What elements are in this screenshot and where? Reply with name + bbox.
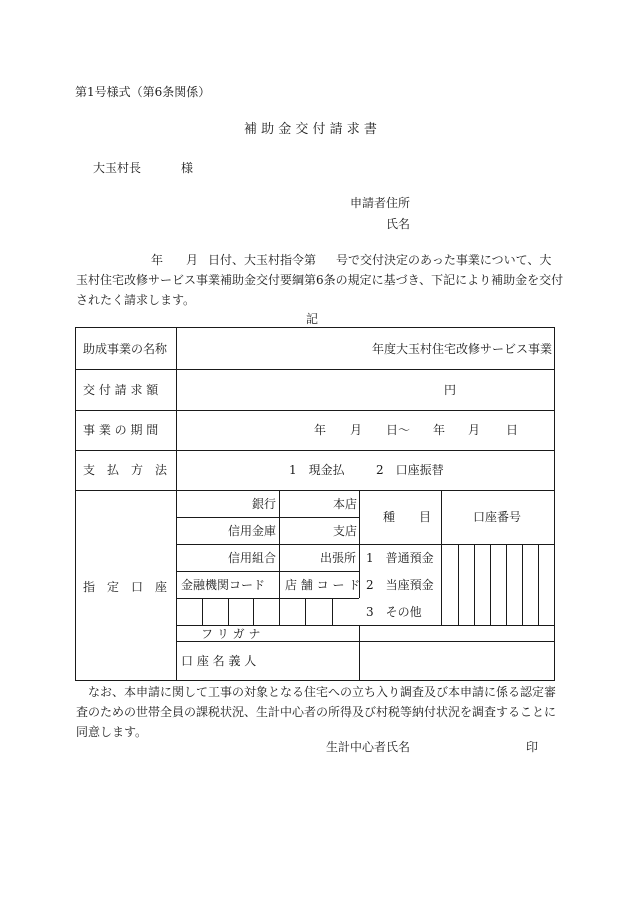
addressee-name: 大玉村長: [93, 161, 142, 175]
account-holder-label: 口 座 名 義 人: [181, 654, 257, 668]
applicant-address-label: 申請者住所: [350, 196, 411, 210]
intro-year: 年: [151, 253, 164, 267]
period-start-day: 日〜: [386, 423, 411, 437]
amount-label: 交 付 請 求 額: [83, 383, 159, 397]
signature-label: 生計中心者氏名: [326, 740, 411, 754]
payment-transfer-option: 2 口座振替: [376, 463, 444, 477]
intro-date-ref: 日付、大玉村指令第: [208, 253, 317, 267]
payment-label: 支 払 方 法: [83, 463, 168, 477]
intro-text: 号で交付決定のあった事業について、大: [336, 253, 552, 267]
payment-cash-option: 1 現金払: [289, 463, 345, 477]
document-title: 補 助 金 交 付 請 求 書: [244, 122, 377, 137]
seal-mark: 印: [526, 740, 539, 754]
applicant-name-label: 氏名: [386, 217, 411, 231]
credit-union-label: 信用組合: [228, 551, 277, 565]
kind-current: 2 当座預金: [366, 578, 434, 592]
claim-table: [75, 327, 555, 681]
period-end-year: 年: [433, 423, 446, 437]
consent-line-3: 同意します。: [76, 725, 148, 739]
main-branch-label: 本店: [333, 497, 358, 511]
bank-label: 銀行: [252, 497, 277, 511]
institution-code-label: 金融機関コード: [181, 578, 266, 592]
project-name-label: 助成事業の名称: [83, 342, 168, 356]
intro-month: 月: [186, 253, 199, 267]
period-start-month: 月: [350, 423, 363, 437]
furigana-label: フ リ ガ ナ: [201, 627, 261, 641]
account-number-label: 口座番号: [473, 510, 522, 524]
period-end-month: 月: [468, 423, 481, 437]
period-label: 事 業 の 期 間: [83, 423, 159, 437]
account-label: 指 定 口 座: [83, 580, 168, 594]
branch-code-label: 店 舗 コ ー ド: [285, 578, 361, 592]
period-end-day: 日: [506, 423, 519, 437]
credit-bank-label: 信用金庫: [228, 524, 277, 538]
kind-other: 3 その他: [366, 605, 422, 619]
intro-line-2: 玉村住宅改修サービス事業補助金交付要綱第6条の規定に基づき、下記により補助金を交付: [76, 273, 564, 287]
project-name-value: 年度大玉村住宅改修サービス事業: [372, 342, 553, 356]
account-kind-label: 種 目: [383, 510, 432, 524]
intro-line-3: されたく請求します。: [76, 293, 196, 307]
office-label: 出張所: [320, 551, 357, 565]
kind-ordinary: 1 普通預金: [366, 551, 434, 565]
addressee-honorific: 様: [181, 161, 194, 175]
branch-label: 支店: [333, 524, 358, 538]
period-start-year: 年: [314, 423, 327, 437]
consent-line-2: 査のための世帯全員の課税状況、生計中心者の所得及び村税等納付状況を調査することに: [76, 705, 557, 719]
amount-unit: 円: [444, 383, 457, 397]
form-number: 第1号様式（第6条関係）: [75, 85, 211, 99]
ki-heading: 記: [306, 312, 319, 326]
consent-line-1: なお、本申請に関して工事の対象となる住宅への立ち入り調査及び本申請に係る認定審: [88, 685, 557, 699]
